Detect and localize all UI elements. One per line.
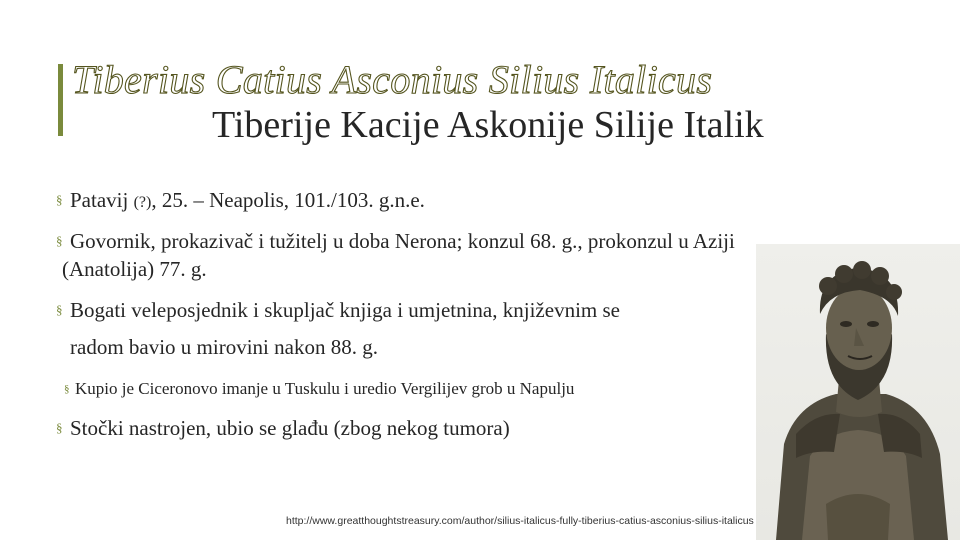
bullet-marker: § xyxy=(56,233,63,248)
bullet-text-line1: Bogati veleposjednik i skupljač knjiga i umjetnina, književnim se xyxy=(70,298,620,322)
bullet-text-line2: (Anatolija) 77. g. xyxy=(62,257,207,281)
bullet-marker: § xyxy=(64,383,70,395)
bullet-birth-death xyxy=(56,186,425,217)
bullet-landowner xyxy=(56,296,620,361)
bullet-text-uncertain: (?) xyxy=(133,194,152,211)
bullet-text: Kupio je Ciceronovo imanje u Tuskulu i uredio Vergilijev grob u Napulju xyxy=(75,379,575,398)
bullet-death xyxy=(56,414,510,442)
title-latin: Tiberius Catius Asconius Silius Italicus xyxy=(72,57,713,102)
bullet-text-line2: radom bavio u mirovini nakon 88. g. xyxy=(70,335,378,359)
bust-image xyxy=(756,244,960,540)
bullet-text-post: , 25. – Neapolis, 101./103. g.n.e. xyxy=(151,188,425,212)
bullet-marker: § xyxy=(56,302,63,317)
source-url[interactable]: http://www.greatthoughtstreasury.com/author/silius-italicus-fully-tiberius-catius-asconius-silius-italicus xyxy=(286,515,754,527)
bullet-text-line1: Govornik, prokazivač i tužitelj u doba Nerona; konzul 68. g., prokonzul u Aziji xyxy=(70,229,735,253)
bullet-text: Stočki nastrojen, ubio se glađu (zbog nekog tumora) xyxy=(70,416,510,440)
title-accent-bar xyxy=(58,64,63,136)
bullet-marker: § xyxy=(56,420,63,435)
bust-illustration xyxy=(756,244,960,540)
bullet-marker: § xyxy=(56,192,63,207)
sub-bullet-property xyxy=(64,375,574,403)
bullet-text-pre: Patavij xyxy=(70,188,134,212)
title-croatian: Tiberije Kacije Askonije Silije Italik xyxy=(212,104,764,146)
